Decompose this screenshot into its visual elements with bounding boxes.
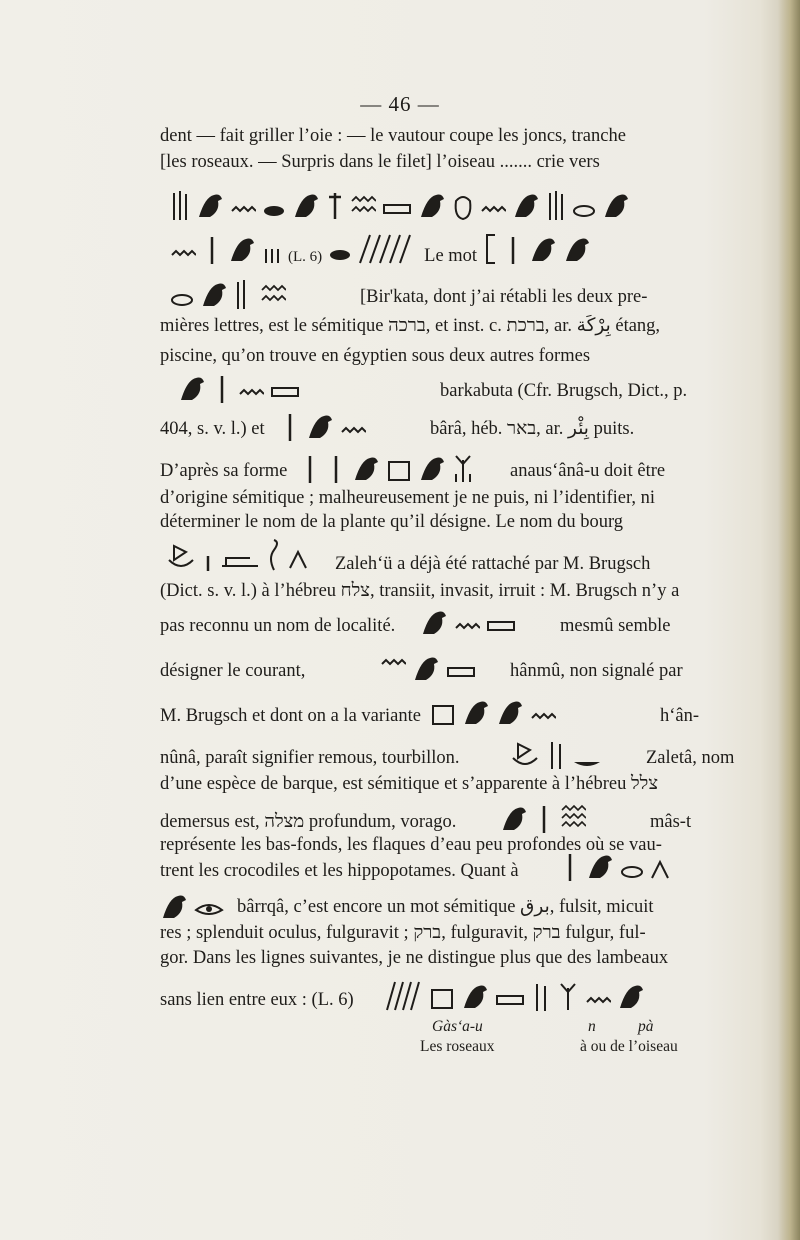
mouth-icon [170, 276, 194, 310]
water-icon [530, 694, 556, 728]
mesmu-glyphs [420, 604, 516, 638]
boat-icon [572, 736, 602, 770]
bird-icon [420, 604, 448, 638]
hanmu-glyphs [380, 650, 476, 684]
reed-icon [170, 187, 190, 221]
eye-icon [194, 888, 224, 922]
text-line: dent — fait griller l’oie : — le vautour coupe les joncs, tranche [160, 126, 626, 146]
water-icon [454, 604, 480, 638]
reed-icon [300, 450, 320, 484]
text-line: désigner le courant, [160, 661, 306, 681]
text-line: représente les bas-fonds, les flaques d’eau peu profondes où se vau- [160, 835, 662, 855]
text-line: bârrqâ, c’est encore un mot sémitique برق, fulsit, micuit [237, 897, 654, 917]
house-icon [430, 694, 456, 728]
text-line: gor. Dans les lignes suivantes, je ne distingue plus que des lambeaux [160, 948, 669, 968]
gloss-gasau: Gàs‘a-u [432, 1018, 483, 1035]
bracket-icon [483, 231, 497, 265]
house-icon [429, 978, 455, 1012]
text-line: D’après sa forme [160, 461, 288, 481]
text-line: demersus est, מצלה profundum, vorago. [160, 812, 457, 832]
bird-icon [461, 978, 489, 1012]
bolt-icon [495, 978, 525, 1012]
water-icon [380, 650, 406, 684]
quant-glyphs [560, 848, 670, 882]
strokes-icon [262, 231, 282, 265]
plant-icon [557, 978, 579, 1012]
hieroglyph-row-2 [170, 231, 591, 265]
barrqa-glyphs [160, 888, 224, 922]
text-line: barkabuta (Cfr. Brugsch, Dict., p. [440, 381, 688, 401]
mouth-icon [572, 187, 596, 221]
text-line: mâs-t [650, 812, 692, 832]
text-line: pas reconnu un nom de localité. [160, 616, 396, 636]
page-number: — 46 — [360, 92, 440, 116]
reed-icon [531, 978, 551, 1012]
text-line: (Dict. s. v. l.) à l’hébreu צלח, transiit, invasit, irruit : M. Brugsch n’y a [160, 581, 680, 601]
gloss-oiseau: à ou de l’oiseau [580, 1038, 678, 1055]
bird-icon [200, 276, 228, 310]
bird-icon [228, 231, 256, 265]
bolt-icon [446, 650, 476, 684]
lacuna-icon [358, 231, 418, 265]
bird-icon [418, 187, 446, 221]
boat-icon [166, 538, 196, 572]
water-icon [260, 276, 286, 310]
water-icon [340, 408, 366, 442]
text-line: bârâ, héb. באר, ar. بِئْر puits. [430, 419, 635, 439]
gloss-pa: pà [638, 1018, 654, 1035]
water-icon [238, 370, 264, 404]
water-icon [170, 231, 196, 265]
bird-icon [602, 187, 630, 221]
text-line: hânmû, non signalé par [510, 661, 683, 681]
reed-icon [503, 231, 523, 265]
bird-icon [178, 370, 206, 404]
bird-icon [496, 694, 524, 728]
bird-icon [462, 694, 490, 728]
water-icon [230, 187, 256, 221]
text-line: nûnâ, paraît signifier remous, tourbillon. [160, 748, 460, 768]
bolt-icon [486, 604, 516, 638]
zaleta-glyphs [510, 736, 602, 770]
text-line: Zaletâ, nom [646, 748, 735, 768]
reed-icon [546, 187, 566, 221]
bird-icon [512, 187, 540, 221]
text-line: piscine, qu’on trouve en égyptien sous deux autres formes [160, 346, 591, 366]
anaus-glyphs [300, 450, 474, 484]
lacuna-icon [385, 978, 423, 1012]
arm-icon [220, 538, 260, 572]
text-line: anaus‘ânâ-u doit être [510, 461, 666, 481]
le-mot-label: Le mot [424, 245, 478, 266]
sign-icon [326, 187, 344, 221]
mouth-icon [328, 231, 352, 265]
bird-icon [529, 231, 557, 265]
reed-icon [534, 800, 554, 834]
hannuna-glyphs [430, 694, 556, 728]
text-line: déterminer le nom de la plante qu’il désigne. Le nom du bourg [160, 512, 624, 532]
bird-icon [306, 408, 334, 442]
text-line: 404, s. v. l.) et [160, 419, 265, 439]
text-line: h‘ân- [660, 706, 700, 726]
reed-icon [234, 276, 254, 310]
text-line: mières lettres, est le sémitique ברכה, et inst. c. ברכת, ar. بِرْكَة étang, [160, 316, 661, 336]
plant-icon [452, 450, 474, 484]
bird-icon [292, 187, 320, 221]
bird-icon [617, 978, 645, 1012]
gloss-n: n [588, 1018, 596, 1035]
reed-icon [202, 538, 214, 572]
reed-icon [212, 370, 232, 404]
page-edge-shadow [778, 0, 800, 1240]
reed-icon [280, 408, 300, 442]
bird-icon [563, 231, 591, 265]
boat-icon [510, 736, 540, 770]
text-line: res ; splenduit oculus, fulguravit ; ברק, fulguravit, ברק fulgur, ful- [160, 923, 646, 943]
bird-icon [160, 888, 188, 922]
text-line: [les roseaux. — Surpris dans le filet] l’oiseau ....... crie vers [160, 152, 600, 172]
text-line: Zaleh‘ü a déjà été rattaché par M. Brugsch [335, 554, 651, 574]
hieroglyph-row-1 [170, 187, 630, 221]
text-line: M. Brugsch et dont on a la variante [160, 706, 421, 726]
reed-icon [546, 736, 566, 770]
mast-glyphs [500, 800, 586, 834]
bird-icon [586, 848, 614, 882]
water-icon [480, 187, 506, 221]
reed-icon [326, 450, 346, 484]
water-icon [560, 800, 586, 834]
zaleh-glyphs [166, 538, 308, 572]
hieroglyph-row-3 [170, 276, 286, 310]
gloss-les-roseaux: Les roseaux [420, 1038, 495, 1055]
rope-icon [266, 538, 282, 572]
bolt-icon [270, 370, 300, 404]
house-icon [386, 450, 412, 484]
line-ref: (L. 6) [288, 249, 323, 265]
mouth-icon [620, 848, 644, 882]
water-icon [350, 187, 376, 221]
final-glyphs [385, 978, 645, 1012]
cone-icon [650, 848, 670, 882]
text-line: trent les crocodiles et les hippopotames. Quant à [160, 861, 519, 881]
water-icon [585, 978, 611, 1012]
text-line: mesmû semble [560, 616, 671, 636]
pot-icon [452, 187, 474, 221]
cone-icon [288, 538, 308, 572]
bird-icon [352, 450, 380, 484]
bird-icon [412, 650, 440, 684]
bara-glyphs [280, 408, 366, 442]
mouth-icon [262, 187, 286, 221]
reed-icon [202, 231, 222, 265]
text-line: sans lien entre eux : (L. 6) [160, 990, 354, 1010]
text-line: d’une espèce de barque, est sémitique et s’apparente à l’hébreu צלל [160, 774, 659, 794]
bird-icon [196, 187, 224, 221]
bolt-icon [382, 187, 412, 221]
barkabuta-glyphs [178, 370, 300, 404]
bird-icon [418, 450, 446, 484]
reed-icon [560, 848, 580, 882]
text-line: d’origine sémitique ; malheureusement je ne puis, ni l’identifier, ni [160, 488, 656, 508]
text-line: [Bir'kata, dont j’ai rétabli les deux pre- [360, 287, 648, 307]
bird-icon [500, 800, 528, 834]
